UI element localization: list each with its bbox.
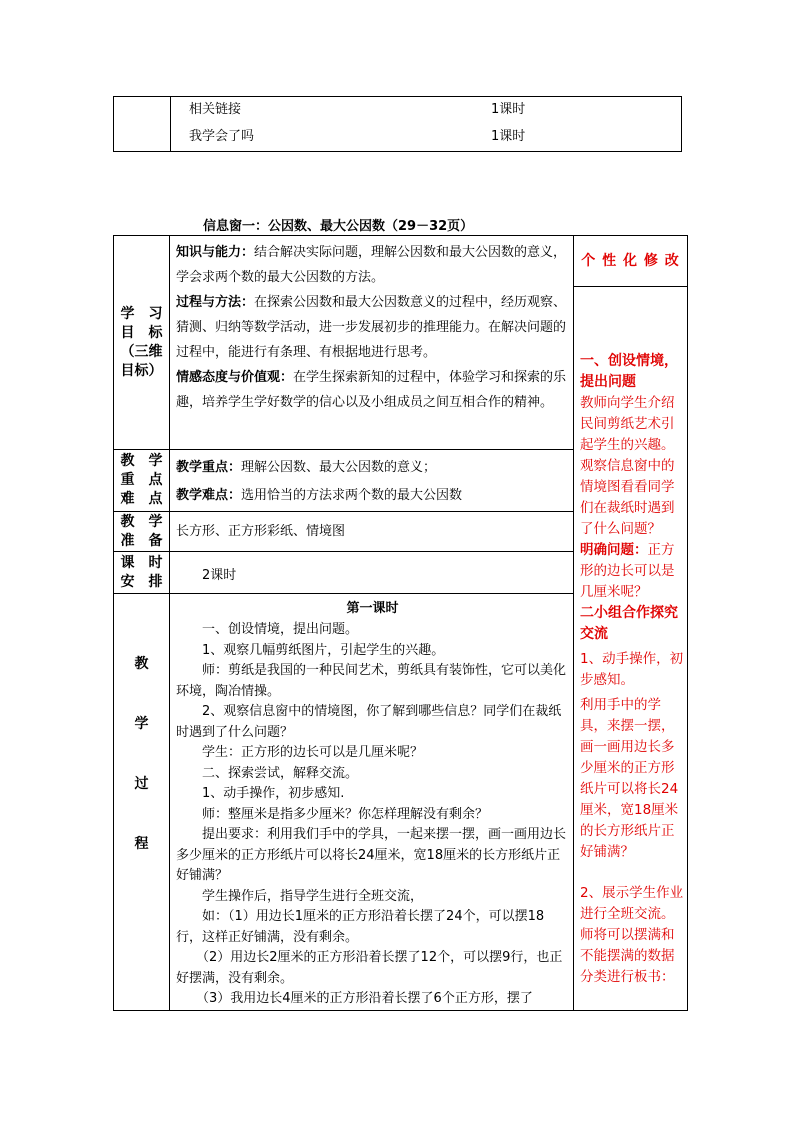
process-line: 师：剪纸是我国的一种民间艺术，剪纸具有装饰性，它可以美化环境，陶冶情操。 — [176, 663, 567, 699]
side-section-2-a: 1、动手操作，初步感知。 — [580, 651, 684, 688]
process-line: （2）用边长2厘米的正方形沿着长摆了12个，可以摆9行，也正好摆满，没有剩余。 — [176, 950, 563, 986]
process-line: 二、探索尝试，解释交流。 — [202, 765, 359, 781]
sched-label: 课 时 安 排 — [120, 554, 163, 590]
prep-label: 教 学 准 备 — [120, 513, 163, 549]
side-section-1-text: 教师向学生介绍民间剪纸艺术引起学生的兴趣。观察信息窗中的情境图看看同学们在裁纸时遇到了什么问题？ — [580, 395, 675, 537]
side-question: 明确问题：正方形的边长可以是几厘米呢？ — [580, 542, 675, 600]
sched-content — [170, 552, 574, 594]
process-content — [170, 594, 574, 1011]
process-line: 提出要求：利用我们手中的学具，一起来摆一摆，画一画用边长多少厘米的正方形纸片可以将长24厘米，宽18厘米的长方形纸片正好铺满？ — [176, 827, 567, 883]
goal-knowledge: 知识与能力：结合解决实际问题，理解公因数和最大公因数的意义，学会求两个数的最大公因数的方法。 — [176, 245, 567, 285]
goals-label: 学 习 目 标 （三维 目标） — [120, 305, 163, 379]
top-row-name: 相关链接 — [189, 102, 242, 117]
key-label: 教 学 重 点 难 点 — [120, 453, 163, 507]
process-line: 学生：正方形的边长可以是几厘米呢？ — [202, 745, 424, 760]
process-line: 学生操作后，指导学生进行全班交流， — [202, 888, 424, 904]
side-header: 个 性 化 修 改 — [574, 236, 687, 287]
top-table — [113, 96, 682, 152]
process-line: 如：（1）用边长1厘米的正方形沿着长摆了24个，可以摆18行，这样正好铺满，没有剩余。 — [176, 909, 545, 945]
lesson-plan-table — [113, 235, 688, 1011]
side-section-2-c: 2、展示学生作业进行全班交流。 — [580, 885, 684, 922]
process-label-cell — [114, 594, 170, 1011]
side-section-2-title: 二小组合作探究交流 — [580, 605, 678, 642]
side-section-1-title: 一、创设情境，提出问题 — [580, 353, 678, 390]
process-line: 2、观察信息窗中的情境图，你了解到哪些信息？同学们在裁纸时遇到了什么问题？ — [176, 704, 562, 740]
process-label: 教 学 过 程 — [134, 656, 149, 852]
top-table-row-1-time — [489, 97, 682, 125]
process-title: 第一课时 — [346, 601, 399, 616]
key-focus: 教学重点：理解公因数、最大公因数的意义； — [176, 460, 437, 475]
process-line: 一、创设情境，提出问题。 — [202, 622, 359, 637]
top-table-row-2-name — [171, 124, 490, 152]
process-line: 1、动手操作，初步感知. — [202, 786, 345, 801]
key-content — [170, 450, 574, 512]
side-section-2-b: 利用手中的学具，来摆一摆，画一画用边长多少厘米的正方形纸片可以将长24厘米，宽18厘米的长方形纸片正好铺满？ — [580, 697, 679, 860]
goals-label-cell — [114, 236, 170, 450]
top-table-row-1-name — [171, 97, 490, 125]
process-lines — [176, 620, 569, 1010]
prep-content — [170, 512, 574, 552]
goal-emotion: 情感态度与价值观：在学生探索新知的过程中，体验学习和探索的乐趣，培养学生学好数学的信心以及小组成员之间互相合作的精神。 — [176, 370, 567, 410]
goals-content — [170, 236, 574, 450]
section-title: 信息窗一：公因数、最大公因数（29－32页） — [203, 219, 474, 234]
side-notes — [574, 287, 687, 988]
key-label-cell — [114, 450, 170, 512]
process-line: （3）我用边长4厘米的正方形沿着长摆了6个正方形，摆了 — [196, 991, 533, 1006]
top-row-time: 1课时 — [491, 129, 526, 144]
side-section-2-d: 师将可以摆满和不能摆满的数据分类进行板书： — [580, 927, 675, 985]
side-notes-column — [574, 236, 688, 1011]
top-table-row-2-time — [489, 124, 682, 152]
process-line: 1、观察几幅剪纸图片，引起学生的兴趣。 — [202, 642, 445, 658]
process-line: 师：整厘米是指多少厘米？你怎样理解没有剩余？ — [202, 806, 489, 822]
sched-label-cell — [114, 552, 170, 594]
top-row-time: 1课时 — [491, 102, 526, 117]
key-difficulty: 教学难点：选用恰当的方法求两个数的最大公因数 — [176, 488, 463, 503]
prep-text: 长方形、正方形彩纸、情境图 — [176, 524, 346, 539]
goal-process: 过程与方法：在探索公因数和最大公因数意义的过程中，经历观察、猜测、归纳等数学活动，进一步发展初步的推理能力。在解决问题的过程中，能进行有条理、有根据地进行思考。 — [176, 295, 567, 360]
prep-label-cell — [114, 512, 170, 552]
top-row-name: 我学会了吗 — [189, 129, 255, 144]
top-table-blank-cell — [114, 97, 171, 152]
sched-text: 2课时 — [202, 568, 237, 583]
